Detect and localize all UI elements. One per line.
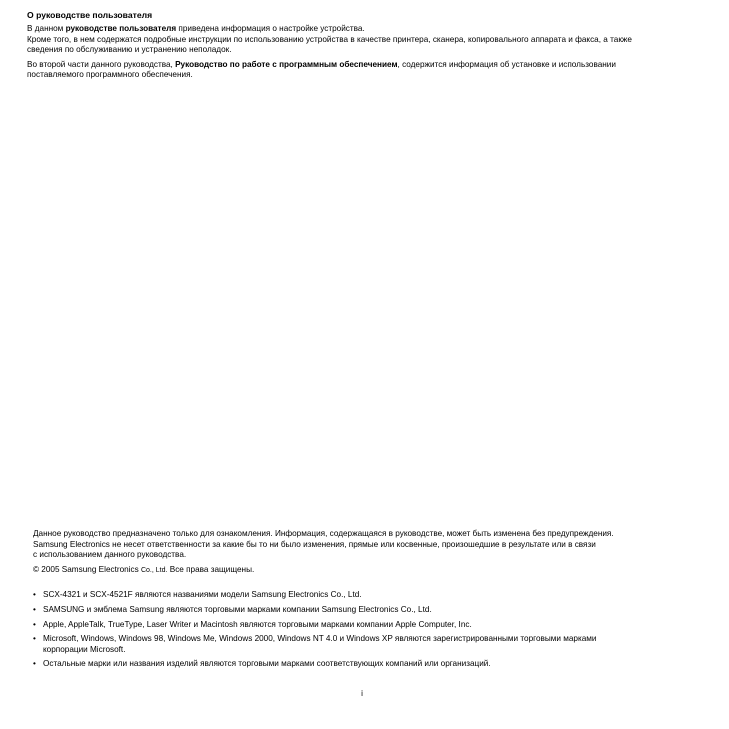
trademark-list <box>33 590 673 670</box>
list-item <box>33 620 673 631</box>
intro-p2-line2: сведения по обслуживанию и устранению неполадок. <box>27 45 232 55</box>
copyright-pre: © 2005 Samsung Electronics <box>33 564 141 574</box>
copyright-small: Co., Ltd. <box>140 566 168 574</box>
bullet-icon: • <box>33 659 36 669</box>
bullet-icon: • <box>33 604 36 614</box>
trademark-text: Apple, AppleTalk, TrueType, Laser Writer и Macintosh являются торговыми марками компании Apple Computer, Inc. <box>43 619 472 629</box>
section-heading: О руководстве пользователя <box>27 10 153 20</box>
intro-p3-bold: Руководство по работе с программным обеспечением <box>175 59 398 69</box>
trademark-text: SAMSUNG и эмблема Samsung являются торговыми марками компании Samsung Electronics Co., Ltd. <box>43 604 432 614</box>
list-item <box>33 659 673 670</box>
bullet-icon: • <box>33 590 36 600</box>
list-item <box>33 634 673 655</box>
intro-paragraph-1 <box>27 24 707 55</box>
trademark-text: Остальные марки или названия изделий являются торговыми марками соответствующих компаний или организаций. <box>43 659 491 669</box>
intro-section <box>27 10 707 84</box>
copyright-post: Все права защищены. <box>167 564 255 574</box>
intro-p3-line2: поставляемого программного обеспечения. <box>27 70 193 80</box>
bullet-icon: • <box>33 619 36 629</box>
copyright-notice <box>33 565 673 577</box>
page-number: i <box>361 689 363 698</box>
intro-paragraph-2 <box>27 60 707 81</box>
intro-p3-post: , содержится информация об установке и использовании <box>397 59 616 69</box>
trademark-text: Microsoft, Windows, Windows 98, Windows Me, Windows 2000, Windows NT 4.0 и Windows XP являются зарегистрированными торговыми марками <box>43 634 597 644</box>
bullet-icon: • <box>33 634 36 644</box>
legal-section <box>33 529 673 674</box>
trademark-text-continued: корпорации Microsoft. <box>43 644 126 654</box>
disclaimer-line2: Samsung Electronics не несет ответственности за какие бы то ни было изменения, прямые или косвенные, произошедшие в результате или в связи <box>33 539 596 549</box>
trademark-text: SCX-4321 и SCX-4521F являются названиями модели Samsung Electronics Co., Ltd. <box>43 590 362 600</box>
intro-p1-bold: руководстве пользователя <box>65 24 177 34</box>
disclaimer-line1: Данное руководство предназначено только для ознакомления. Информация, содержащаяся в руководстве, может быть изменена без предупреждения. <box>33 529 614 538</box>
list-item <box>33 605 673 616</box>
list-item <box>33 590 673 601</box>
disclaimer-line3: с использованием данного руководства. <box>33 550 187 560</box>
intro-p1-pre: В данном <box>27 24 66 34</box>
intro-p2-line1: Кроме того, в нем содержатся подробные инструкции по использованию устройства в качестве принтера, сканера, копировального аппарата и факса, а также <box>27 34 632 44</box>
intro-p1-post: приведена информация о настройке устройства. <box>176 24 365 34</box>
disclaimer-paragraph <box>33 529 673 561</box>
intro-p3-pre: Во второй части данного руководства, <box>27 59 176 69</box>
